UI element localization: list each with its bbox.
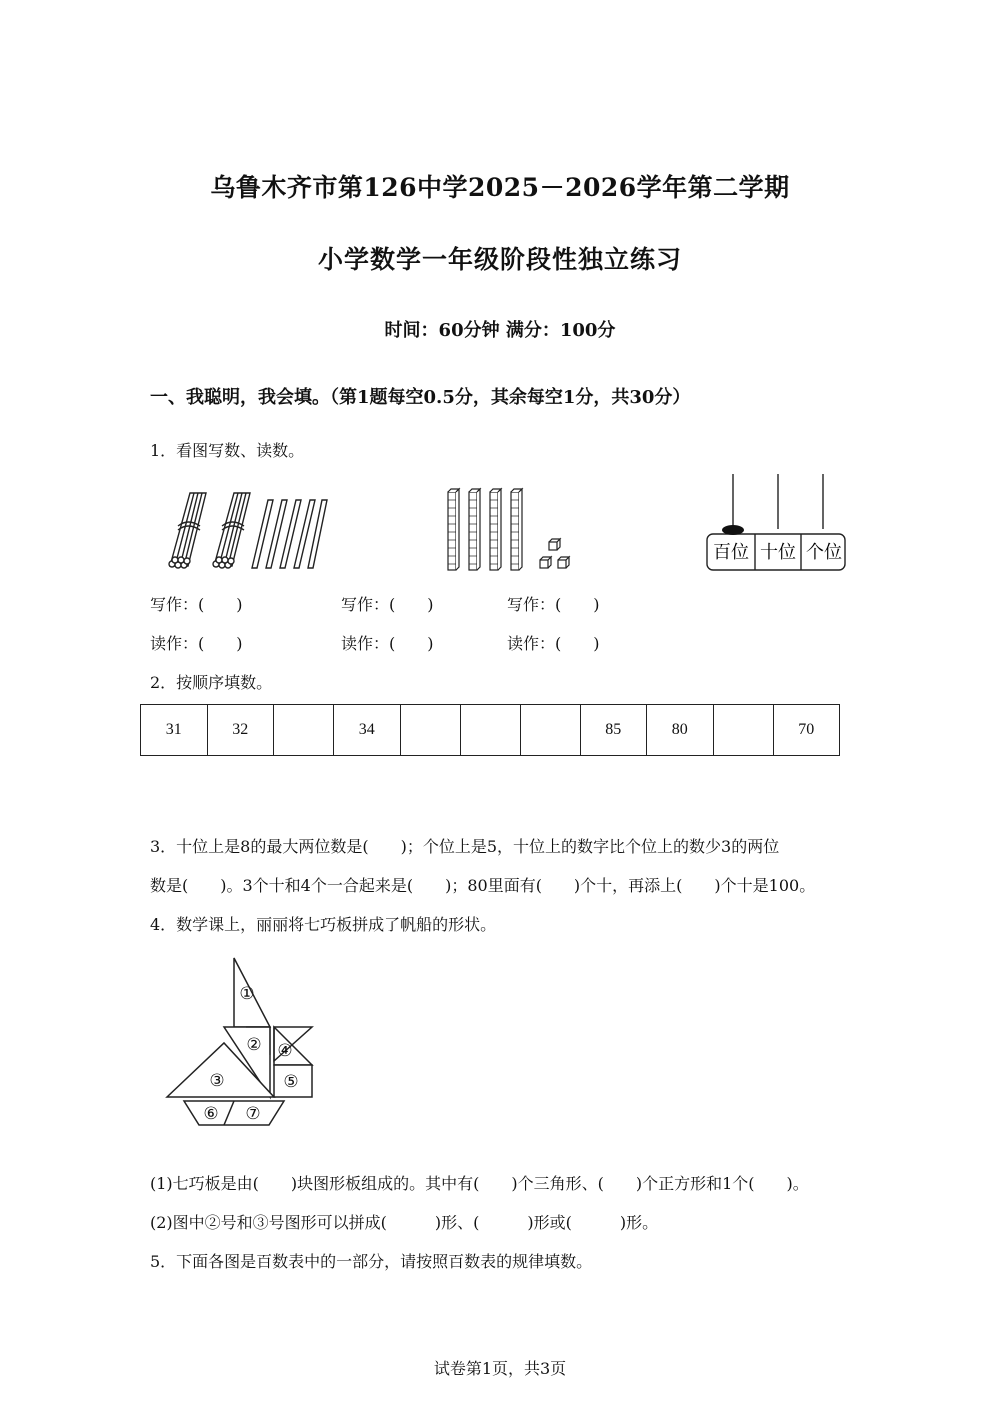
- table-cell: 70: [773, 705, 840, 756]
- read-blank-3[interactable]: 读作：( ): [507, 634, 600, 653]
- table-cell-blank[interactable]: [460, 705, 520, 756]
- exam-meta: 时间：60分钟 满分：100分: [384, 320, 616, 341]
- read-blank-1[interactable]: 读作：( ): [150, 634, 243, 653]
- tangram-label-2: ②: [246, 1035, 262, 1055]
- abacus-image: [705, 474, 850, 574]
- write-blank-2[interactable]: 写作：( ): [341, 595, 434, 614]
- table-cell-blank[interactable]: [520, 705, 580, 756]
- table-cell-blank[interactable]: [274, 705, 334, 756]
- read-blank-2[interactable]: 读作：( ): [341, 634, 434, 653]
- abacus-label-tens: 十位: [760, 542, 796, 563]
- table-cell: 85: [580, 705, 647, 756]
- tangram-label-7: ⑦: [245, 1104, 261, 1124]
- table-cell-blank[interactable]: [713, 705, 773, 756]
- table-row: [141, 705, 840, 756]
- question-2-text: 2．按顺序填数。: [150, 673, 273, 692]
- page-footer: 试卷第1页，共3页: [433, 1359, 567, 1378]
- base-ten-blocks-image: [445, 488, 575, 573]
- table-cell: 32: [207, 705, 274, 756]
- abacus-label-hundreds: 百位: [713, 542, 749, 563]
- question-1-text: 1．看图写数、读数。: [150, 441, 305, 460]
- tangram-label-1: ①: [239, 984, 255, 1004]
- page-title: 乌鲁木齐市第126中学2025－2026学年第二学期: [210, 173, 790, 202]
- write-blank-3[interactable]: 写作：( ): [507, 595, 600, 614]
- table-cell: 80: [647, 705, 714, 756]
- tangram-label-5: ⑤: [283, 1072, 299, 1092]
- write-blank-1[interactable]: 写作：( ): [150, 595, 243, 614]
- abacus-label-ones: 个位: [806, 542, 842, 563]
- sequence-table: [140, 704, 840, 756]
- question-5-text: 5．下面各图是百数表中的一部分，请按照百数表的规律填数。: [150, 1252, 593, 1271]
- sticks-image: [160, 488, 330, 578]
- tangram-label-3: ③: [209, 1071, 225, 1091]
- table-cell-blank[interactable]: [400, 705, 460, 756]
- question-4-sub1: (1)七巧板是由( )块图形板组成的。其中有( )个三角形、( )个正方形和1个( )。: [150, 1174, 809, 1193]
- page-subtitle: 小学数学一年级阶段性独立练习: [317, 245, 682, 274]
- table-cell: 34: [334, 705, 401, 756]
- table-cell: 31: [141, 705, 208, 756]
- question-4-sub2: (2)图中②号和③号图形可以拼成( )形、( )形或( )形。: [150, 1213, 659, 1232]
- question-4-text: 4．数学课上，丽丽将七巧板拼成了帆船的形状。: [150, 915, 497, 934]
- tangram-sailboat-image: [164, 955, 324, 1130]
- tangram-label-6: ⑥: [203, 1104, 219, 1124]
- section-heading: 一、我聪明，我会填。（第1题每空0.5分，其余每空1分，共30分）: [150, 387, 691, 408]
- question-3-line1: 3．十位上是8的最大两位数是( )；个位上是5，十位上的数字比个位上的数少3的两位: [150, 837, 780, 856]
- question-3-line2: 数是( )。3个十和4个一合起来是( )；80里面有( )个十，再添上( )个十是100。: [150, 876, 816, 895]
- tangram-label-4: ④: [277, 1041, 293, 1061]
